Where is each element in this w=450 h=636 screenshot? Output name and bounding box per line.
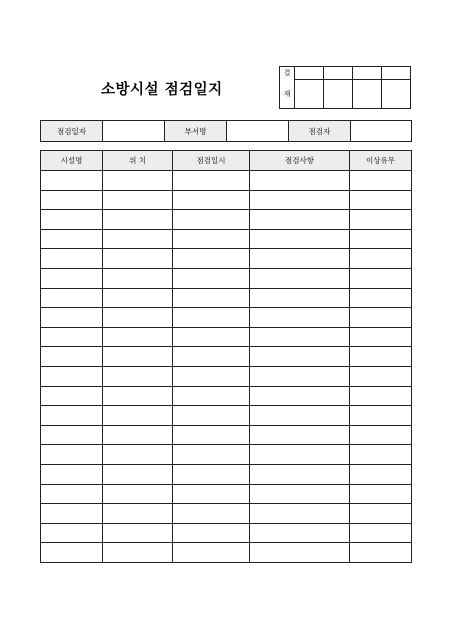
table-cell[interactable]: [173, 171, 250, 191]
table-cell[interactable]: [173, 210, 250, 230]
table-cell[interactable]: [173, 464, 250, 484]
table-cell[interactable]: [173, 523, 250, 543]
column-header-facility: 시설명: [41, 151, 103, 171]
inspection-date-label: 점검일자: [41, 121, 103, 142]
table-cell[interactable]: [103, 484, 173, 504]
table-row: [41, 229, 412, 249]
table-cell[interactable]: [250, 484, 350, 504]
table-cell[interactable]: [350, 190, 412, 210]
info-table: [40, 120, 412, 142]
table-cell[interactable]: [41, 425, 103, 445]
table-cell[interactable]: [173, 366, 250, 386]
approval-sign-cell[interactable]: [324, 80, 353, 109]
table-cell[interactable]: [350, 268, 412, 288]
table-cell[interactable]: [250, 308, 350, 328]
table-cell[interactable]: [103, 425, 173, 445]
table-row: [41, 366, 412, 386]
table-cell[interactable]: [103, 445, 173, 465]
table-cell[interactable]: [41, 249, 103, 269]
table-row: [41, 504, 412, 524]
table-cell[interactable]: [250, 366, 350, 386]
table-cell[interactable]: [103, 504, 173, 524]
approval-sign-cell[interactable]: [382, 80, 411, 109]
table-cell[interactable]: [250, 425, 350, 445]
table-cell[interactable]: [350, 504, 412, 524]
table-row: [41, 327, 412, 347]
table-cell[interactable]: [350, 288, 412, 308]
table-cell[interactable]: [41, 523, 103, 543]
table-cell[interactable]: [41, 543, 103, 563]
table-row: [41, 406, 412, 426]
table-cell[interactable]: [173, 406, 250, 426]
table-cell[interactable]: [250, 504, 350, 524]
table-row: [41, 425, 412, 445]
table-cell[interactable]: [350, 523, 412, 543]
table-cell[interactable]: [173, 347, 250, 367]
table-row: [41, 386, 412, 406]
table-cell[interactable]: [250, 268, 350, 288]
table-row: [41, 268, 412, 288]
table-cell[interactable]: [41, 484, 103, 504]
table-cell[interactable]: [350, 406, 412, 426]
department-field[interactable]: [227, 121, 289, 142]
table-cell[interactable]: [41, 327, 103, 347]
table-cell[interactable]: [173, 504, 250, 524]
table-cell[interactable]: [41, 386, 103, 406]
table-cell[interactable]: [173, 386, 250, 406]
table-row: [41, 190, 412, 210]
table-cell[interactable]: [350, 171, 412, 191]
table-cell[interactable]: [103, 543, 173, 563]
approval-head-cell: [382, 67, 411, 80]
table-cell[interactable]: [103, 464, 173, 484]
inspection-table: [40, 150, 412, 563]
table-row: [41, 543, 412, 563]
table-row: [41, 308, 412, 328]
table-row: [41, 523, 412, 543]
table-cell[interactable]: [350, 425, 412, 445]
table-cell[interactable]: [350, 249, 412, 269]
table-cell[interactable]: [350, 484, 412, 504]
table-cell[interactable]: [250, 229, 350, 249]
table-cell[interactable]: [103, 523, 173, 543]
table-row: [41, 288, 412, 308]
table-cell[interactable]: [173, 229, 250, 249]
document-title: 소방시설 점검일지: [101, 82, 223, 98]
table-cell[interactable]: [41, 229, 103, 249]
column-header-abnormality: 이상유무: [350, 151, 412, 171]
table-cell[interactable]: [103, 308, 173, 328]
table-cell[interactable]: [173, 543, 250, 563]
table-cell[interactable]: [350, 347, 412, 367]
table-cell[interactable]: [173, 268, 250, 288]
table-cell[interactable]: [250, 523, 350, 543]
table-cell[interactable]: [250, 171, 350, 191]
table-cell[interactable]: [41, 288, 103, 308]
table-row: [41, 171, 412, 191]
table-cell[interactable]: [350, 386, 412, 406]
table-cell[interactable]: [103, 406, 173, 426]
approval-head-cell: [324, 67, 353, 80]
table-cell[interactable]: [250, 347, 350, 367]
table-cell[interactable]: [41, 210, 103, 230]
table-cell[interactable]: [103, 347, 173, 367]
table-cell[interactable]: [250, 249, 350, 269]
table-row: [41, 249, 412, 269]
table-cell[interactable]: [350, 327, 412, 347]
table-cell[interactable]: [41, 190, 103, 210]
column-header-location: 위 치: [103, 151, 173, 171]
table-cell[interactable]: [103, 386, 173, 406]
table-cell[interactable]: [173, 425, 250, 445]
table-cell[interactable]: [250, 543, 350, 563]
table-cell[interactable]: [41, 504, 103, 524]
table-cell[interactable]: [103, 288, 173, 308]
table-row: [41, 445, 412, 465]
table-cell[interactable]: [173, 288, 250, 308]
table-cell[interactable]: [173, 445, 250, 465]
table-cell[interactable]: [250, 327, 350, 347]
table-cell[interactable]: [350, 229, 412, 249]
inspection-date-field[interactable]: [103, 121, 165, 142]
table-cell[interactable]: [41, 308, 103, 328]
table-cell[interactable]: [41, 445, 103, 465]
department-label: 부서명: [165, 121, 227, 142]
table-cell[interactable]: [103, 190, 173, 210]
table-cell[interactable]: [250, 445, 350, 465]
table-cell[interactable]: [350, 445, 412, 465]
table-cell[interactable]: [41, 171, 103, 191]
approval-sign-cell[interactable]: [295, 80, 324, 109]
inspection-table-body: [41, 171, 412, 563]
table-cell[interactable]: [173, 308, 250, 328]
column-header-items: 점검사항: [250, 151, 350, 171]
table-cell[interactable]: [103, 327, 173, 347]
table-row: [41, 347, 412, 367]
approval-label-top: 결: [280, 67, 295, 80]
table-cell[interactable]: [350, 308, 412, 328]
table-cell[interactable]: [103, 268, 173, 288]
table-cell[interactable]: [103, 171, 173, 191]
table-cell[interactable]: [41, 464, 103, 484]
table-cell[interactable]: [103, 229, 173, 249]
inspector-label: 점검자: [289, 121, 351, 142]
table-cell[interactable]: [250, 190, 350, 210]
table-cell[interactable]: [250, 288, 350, 308]
table-row: [41, 210, 412, 230]
table-cell[interactable]: [350, 366, 412, 386]
table-cell[interactable]: [350, 543, 412, 563]
table-cell[interactable]: [350, 464, 412, 484]
table-header-row: [41, 151, 412, 171]
table-row: [41, 464, 412, 484]
table-cell[interactable]: [103, 210, 173, 230]
table-cell[interactable]: [250, 464, 350, 484]
table-cell[interactable]: [350, 210, 412, 230]
table-cell[interactable]: [41, 406, 103, 426]
table-row: [41, 484, 412, 504]
table-cell[interactable]: [173, 484, 250, 504]
table-cell[interactable]: [250, 406, 350, 426]
table-cell[interactable]: [103, 249, 173, 269]
approval-head-cell: [353, 67, 382, 80]
table-cell[interactable]: [173, 249, 250, 269]
approval-label-bottom: 재: [280, 80, 295, 109]
table-cell[interactable]: [41, 268, 103, 288]
table-cell[interactable]: [173, 190, 250, 210]
column-header-datetime: 점검일시: [173, 151, 250, 171]
table-cell[interactable]: [103, 366, 173, 386]
table-cell[interactable]: [250, 386, 350, 406]
table-cell[interactable]: [250, 210, 350, 230]
approval-sign-cell[interactable]: [353, 80, 382, 109]
inspector-field[interactable]: [351, 121, 412, 142]
approval-head-cell: [295, 67, 324, 80]
table-cell[interactable]: [173, 327, 250, 347]
approval-box: [279, 66, 411, 109]
table-cell[interactable]: [41, 347, 103, 367]
table-cell[interactable]: [41, 366, 103, 386]
